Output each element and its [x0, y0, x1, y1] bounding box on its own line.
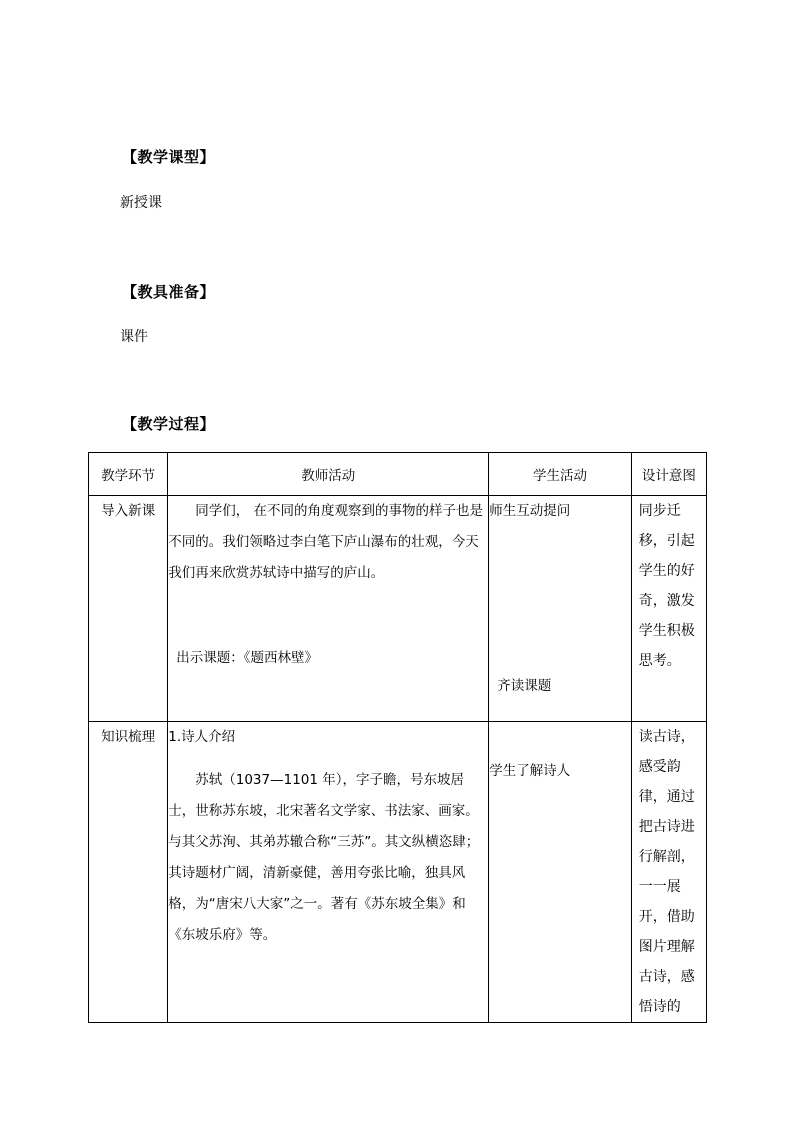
teacher-activity-cell [168, 496, 489, 722]
design-intent-text: 同步迁移，引起学生的好奇，激发学生积极思考。 [638, 503, 695, 669]
header-student-activity: 学生活动 [489, 453, 631, 496]
student-activity-text: 师生互动提问 [489, 503, 571, 519]
stage-cell [89, 496, 168, 722]
student-activity-cell [489, 496, 631, 722]
design-intent-text: 读古诗，感受韵律，通过把古诗进行解剖，一一展开，借助图片理解古诗，感悟诗的 [638, 729, 695, 1015]
process-heading: 【教学过程】 [122, 415, 216, 433]
header-teacher-activity: 教师活动 [168, 453, 489, 496]
materials-heading: 【教具准备】 [122, 283, 216, 301]
lesson-type-content: 新授课 [120, 195, 162, 211]
lesson-type-heading: 【教学课型】 [122, 148, 216, 166]
student-activity-cell [489, 722, 631, 1023]
header-stage: 教学环节 [89, 453, 168, 496]
teacher-activity-cell [168, 722, 489, 1023]
teacher-activity-text: 苏轼（1037—1101 年），字子瞻，号东坡居士，世称苏东坡，北宋著名文学家、书法家、画家。与其父苏洵、其弟苏辙合称“三苏”。其文纵横恣肆；其诗题材广阔，清新豪健，善用夸张比喻，独具风格，为“唐宋八大家”之一。著有《苏东坡全集》和《东坡乐府》等。 [168, 772, 480, 943]
table-header-row [89, 453, 707, 496]
teacher-activity-extra: 出示课题：《题西林壁》 [176, 650, 318, 666]
materials-content: 课件 [120, 329, 148, 345]
student-activity-extra: 齐读课题 [497, 678, 552, 694]
teacher-activity-text: 同学们， 在不同的角度观察到的事物的样子也是不同的。我们领略过李白笔下庐山瀑布的壮观，今天我们再来欣赏苏轼诗中描写的庐山。 [168, 503, 484, 581]
table-row [89, 722, 707, 1023]
stage-label: 导入新课 [101, 503, 156, 519]
student-activity-text: 学生了解诗人 [489, 763, 571, 779]
teacher-activity-title: 1.诗人介绍 [168, 729, 236, 745]
stage-cell [89, 722, 168, 1023]
design-intent-cell [631, 496, 706, 722]
stage-label: 知识梳理 [101, 729, 156, 745]
table-row [89, 496, 707, 722]
header-design-intent: 设计意图 [631, 453, 706, 496]
lesson-process-table [88, 452, 707, 1023]
design-intent-cell [631, 722, 706, 1023]
